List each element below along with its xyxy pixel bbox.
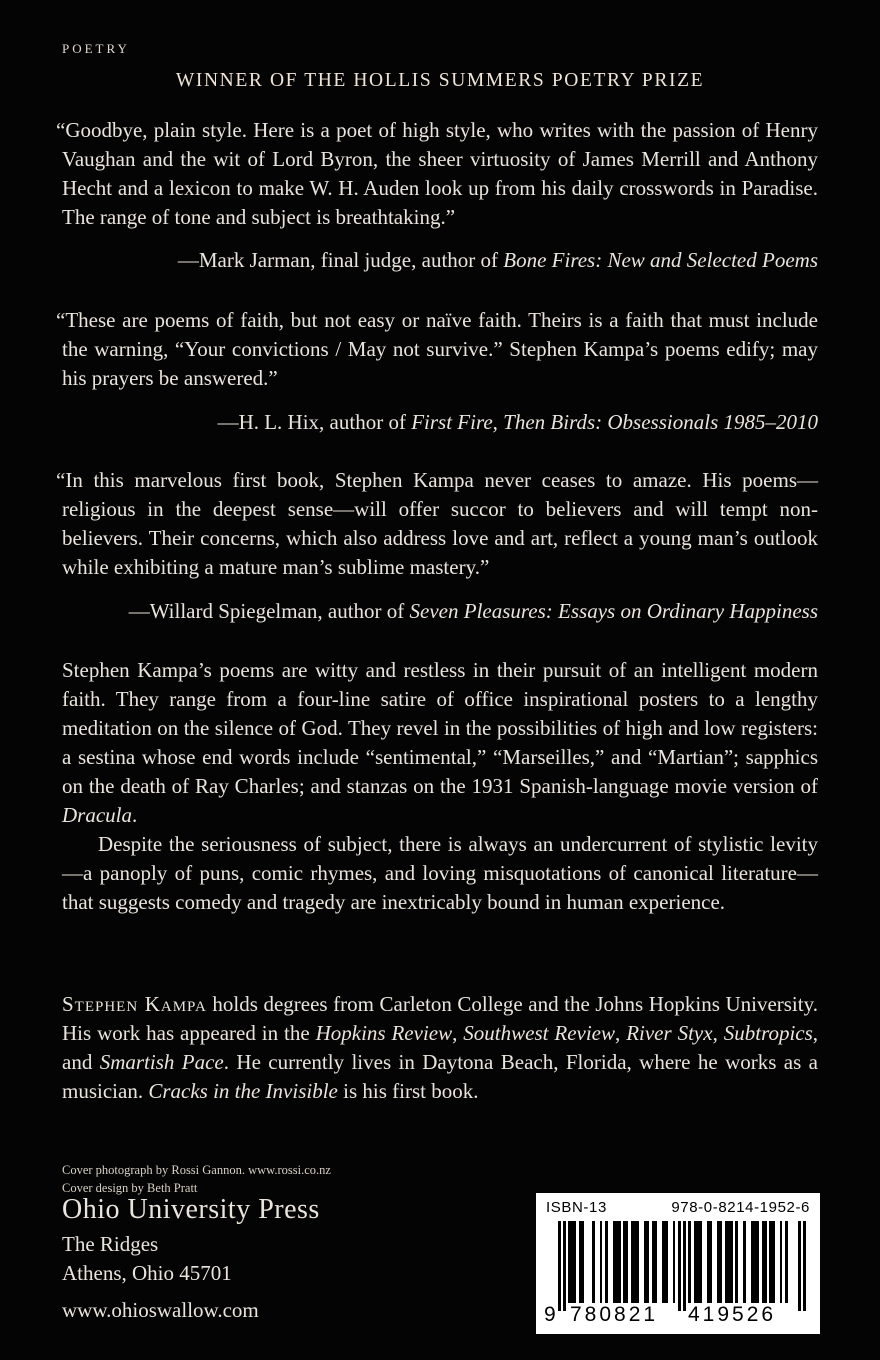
blurb-quote-2	[56, 306, 818, 393]
description-paragraph-1: Stephen Kampa’s poems are witty and restless in their pursuit of an intelligent modern faith. They range from a four-line satire of office inspirational posters to a lengthy meditation on the silence of God. They revel in the possibilities of high and low registers: a sestina whose end words include “sentimental,” “Marseilles,” and “Martian”; sapphics on the death of Ray Charles; and stanzas on the 1931 Spanish-language movie version of Dracula.	[62, 658, 818, 827]
design-credit: Cover design by Beth Pratt	[62, 1181, 198, 1195]
blurb-quote-3	[56, 466, 818, 582]
isbn-label: ISBN-13	[546, 1199, 607, 1216]
blurb-text-1: “Goodbye, plain style. Here is a poet of high style, who writes with the passion of Henry Vaughan and the wit of Lord Byron, the sheer virtuosity of James Merrill and Anthony Hecht and a lexicon to make W. H. Auden look up from his daily crosswords in Paradise. The range of tone and subject is breathtaking.”	[56, 118, 818, 229]
barcode-digit-group-1: 780821	[570, 1303, 659, 1326]
photo-credit: Cover photograph by Rossi Gannon. www.rossi.co.nz	[62, 1163, 331, 1177]
publisher-address	[62, 1230, 232, 1288]
barcode-bars	[558, 1221, 806, 1311]
barcode-digit-first: 9	[544, 1303, 559, 1326]
publisher-website: www.ohioswallow.com	[62, 1298, 259, 1322]
blurb-text-2: “These are poems of faith, but not easy or naïve faith. Theirs is a faith that must include the warning, “Your convictions / May not survive.” Stephen Kampa’s poems edify; may his prayers be answered.”	[56, 308, 818, 390]
prize-banner: WINNER OF THE HOLLIS SUMMERS POETRY PRIZE	[175, 70, 705, 91]
publisher-name: Ohio University Press	[62, 1194, 320, 1225]
category-label: POETRY	[62, 41, 130, 56]
address-line-1: The Ridges	[62, 1232, 159, 1256]
barcode-digit-group-2: 419526	[688, 1303, 777, 1326]
blurb-text-3: “In this marvelous first book, Stephen Kampa never ceases to amaze. His poems—religious in the deepest sense—will offer succor to believers and will tempt non-believers. Their concerns, which also address love and art, reflect a young man’s outlook while exhibiting a mature man’s sublime mastery.”	[56, 468, 818, 579]
isbn-label-row	[546, 1199, 810, 1216]
author-bio: Stephen Kampa holds degrees from Carleton College and the Johns Hopkins University. His work has appeared in the Hopkins Review, Southwest Review, River Styx, Subtropics, and Smartish Pace. He currently lives in Daytona Beach, Florida, where he works as a musician. Cracks in the Invisible is his first book.	[62, 992, 819, 1103]
address-line-2: Athens, Ohio 45701	[62, 1261, 232, 1285]
isbn-barcode	[536, 1193, 820, 1334]
description-paragraph-2: Despite the seriousness of subject, there is always an undercurrent of stylistic levity—a panoply of puns, comic rhymes, and loving misquotations of canonical literature—that suggests comedy and tragedy are inextricably bound in human experience.	[62, 832, 818, 914]
barcode-bar	[803, 1221, 806, 1311]
cover-credits	[62, 1161, 331, 1197]
isbn-number: 978-0-8214-1952-6	[671, 1199, 810, 1216]
blurb-quote-1	[56, 116, 818, 232]
author-name: Stephen Kampa	[62, 992, 207, 1016]
blurb-attribution-2: —H. L. Hix, author of First Fire, Then Birds: Obsessionals 1985–2010	[217, 410, 818, 434]
book-title: Cracks in the Invisible	[148, 1079, 338, 1103]
blurb-attribution-1: —Mark Jarman, final judge, author of Bone Fires: New and Selected Poems	[177, 248, 818, 272]
blurb-attribution-3: —Willard Spiegelman, author of Seven Pleasures: Essays on Ordinary Happiness	[128, 599, 818, 623]
book-description	[62, 656, 818, 917]
